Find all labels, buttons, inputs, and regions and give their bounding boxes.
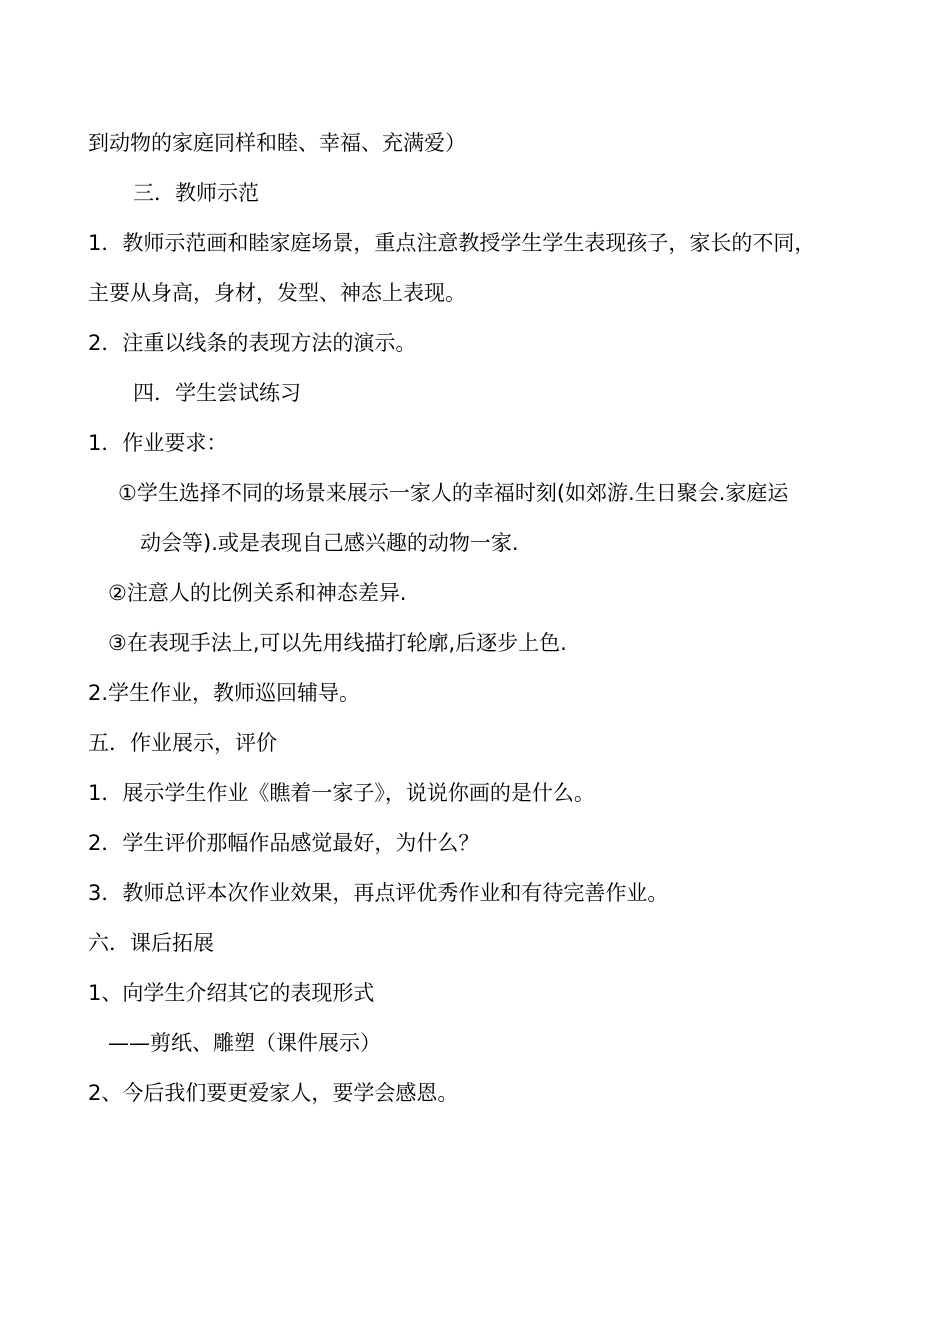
text-line: 2.学生作业，教师巡回辅导。 — [88, 681, 361, 705]
text-line: 主要从身高，身材，发型、神态上表现。 — [88, 281, 466, 305]
list-item-continuation: 动会等).或是表现自己感兴趣的动物一家. — [140, 531, 519, 555]
text-line: 2．注重以线条的表现方法的演示。 — [88, 331, 417, 355]
section-heading: 三．教师示范 — [133, 181, 259, 205]
section-heading: 六．课后拓展 — [88, 931, 214, 955]
list-item: ③在表现手法上,可以先用线描打轮廓,后逐步上色. — [108, 631, 567, 655]
text-line: ——剪纸、雕塑（课件展示） — [108, 1031, 381, 1055]
text-line: 2、今后我们要更爱家人，要学会感恩。 — [88, 1081, 459, 1105]
text-line: 3．教师总评本次作业效果，再点评优秀作业和有待完善作业。 — [88, 881, 669, 905]
text-line: 1．展示学生作业《瞧着一家子》，说说你画的是什么。 — [88, 781, 595, 805]
text-line: 到动物的家庭同样和睦、幸福、充满爱） — [88, 131, 466, 155]
list-item: ②注意人的比例关系和神态差异. — [108, 581, 407, 605]
text-line: 2．学生评价那幅作品感觉最好，为什么？ — [88, 831, 480, 855]
section-heading: 五．作业展示，评价 — [88, 731, 277, 755]
list-item: ①学生选择不同的场景来展示一家人的幸福时刻(如郊游.生日聚会.家庭运 — [118, 481, 789, 505]
text-line: 1、向学生介绍其它的表现形式 — [88, 981, 375, 1005]
section-heading: 四．学生尝试练习 — [133, 381, 301, 405]
text-line: 1．教师示范画和睦家庭场景，重点注意教授学生学生表现孩子，家长的不同， — [88, 231, 816, 255]
text-line: 1．作业要求： — [88, 431, 228, 455]
